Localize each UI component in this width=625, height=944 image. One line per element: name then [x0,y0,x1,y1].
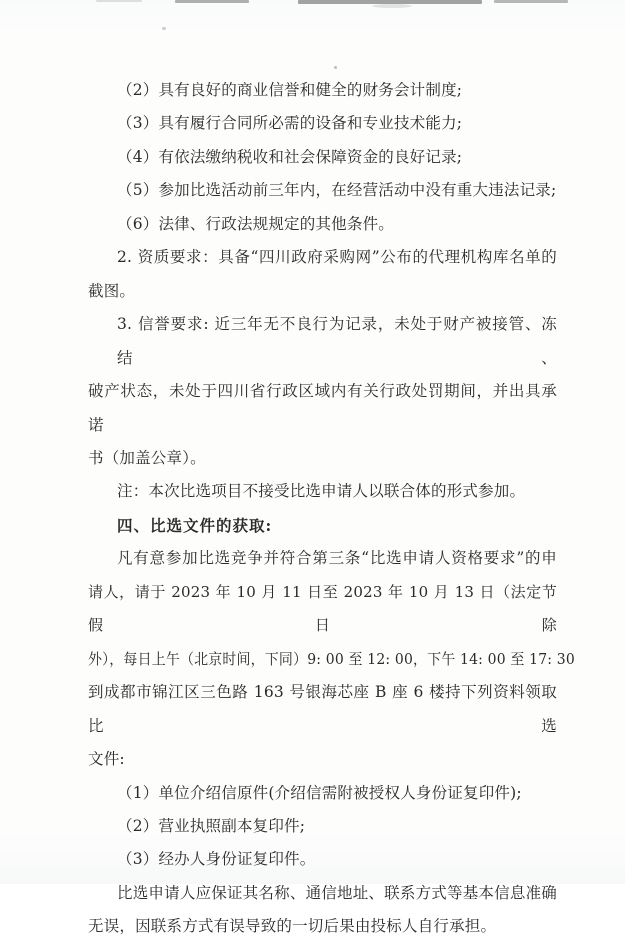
condition-list-item: （4）有依法缴纳税收和社会保障资金的良好记录; [117,147,463,166]
condition-list-item: （3）具有履行合同所必需的设备和专业技术能力; [117,114,463,133]
reputation-clause-line: 书（加盖公章）。 [88,448,206,467]
section-heading: 四、比选文件的获取: [117,515,273,535]
notice-paragraph-line: 比选申请人应保证其名称、通信地址、联系方式等基本信息准确 [117,883,557,902]
scan-artifact-top [96,0,142,2]
scan-artifact-top [494,0,568,3]
reputation-clause-line: 3. 信誉要求: 近三年无不良行为记录，未处于财产被接管、冻结、 [117,315,557,367]
condition-list-item: （2）具有良好的商业信誉和健全的财务会计制度; [117,81,463,99]
acquisition-paragraph-line: 文件: [88,750,125,769]
acquisition-paragraph-line: 请人，请于 2023 年 10 月 11 日至 2023 年 10 月 13 日（法定节假日除 [88,582,557,635]
notice-paragraph-line: 无误，因联系方式有误导致的一切后果由投标人自行承担。 [88,917,497,936]
required-document-item: （2）营业执照副本复印件; [117,816,306,835]
qualification-clause-line: 2. 资质要求：具备“四川政府采购网”公布的代理机构库名单的 [117,248,557,267]
scan-artifact-top [372,4,412,8]
condition-list-item: （6）法律、行政法规规定的其他条件。 [117,214,394,233]
ink-speck [162,27,166,30]
document-content [88,74,575,944]
reputation-clause-line: 破产状态，未处于四川省行政区域内有关行政处罚期间，并出具承诺 [88,382,557,434]
ink-speck [334,66,337,69]
condition-list-item: （5）参加比选活动前三年内，在经营活动中没有重大违法记录; [117,181,557,200]
qualification-clause-line: 截图。 [88,281,136,300]
required-document-item: （1）单位介绍信原件(介绍信需附被授权人身份证复印件); [117,783,522,802]
note-line: 注：本次比选项目不接受比选申请人以联合体的形式参加。 [117,482,526,501]
scan-artifact-top [175,0,249,3]
acquisition-paragraph-line: 凡有意参加比选竞争并符合第三条“比选申请人资格要求”的申 [117,549,557,568]
acquisition-paragraph-line: 外），每日上午（北京时间，下同）9: 00 至 12: 00，下午 14: 00 至 17: 30 [88,649,575,668]
acquisition-paragraph-line: 到成都市锦江区三色路 163 号银海芯座 B 座 6 楼持下列资料领取比选 [88,683,557,735]
required-document-item: （3）经办人身份证复印件。 [117,850,316,869]
